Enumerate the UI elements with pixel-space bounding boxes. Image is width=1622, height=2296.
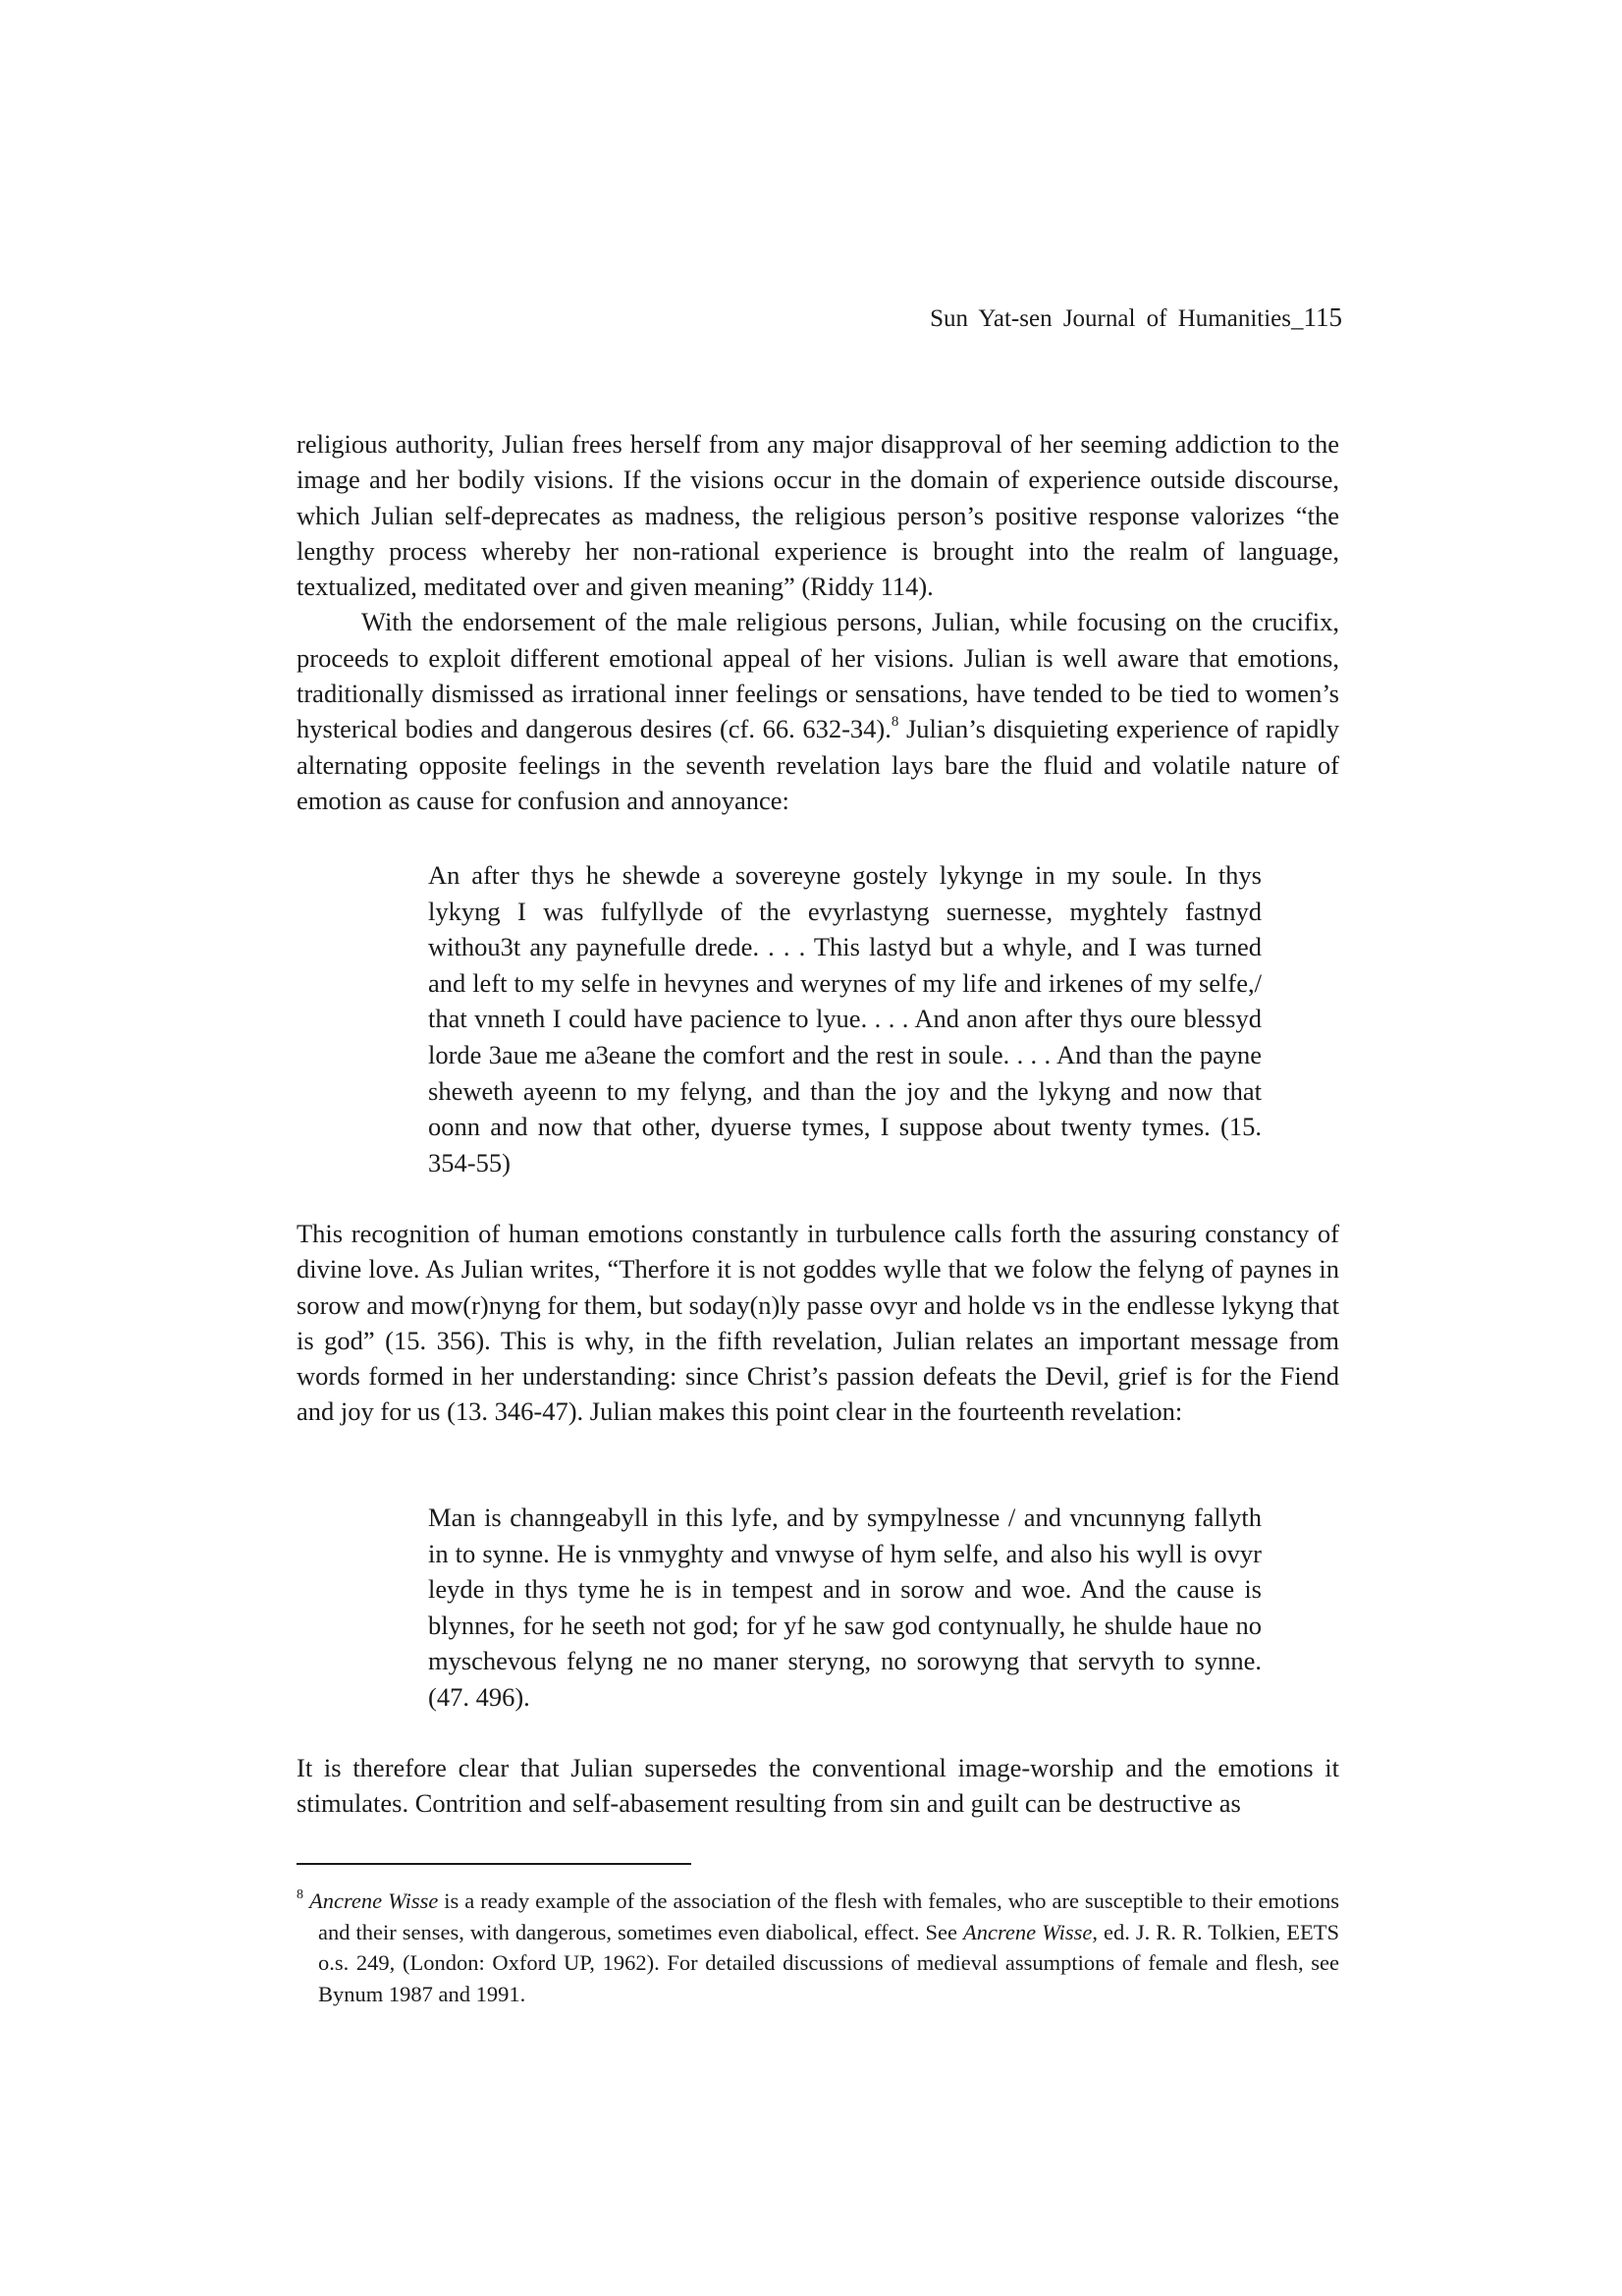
footnote-reference: 8 <box>891 714 899 731</box>
running-head <box>930 301 1342 336</box>
body-block-1 <box>297 426 1339 818</box>
paragraph-text: With the endorsement of the male religious persons, Julian, while focusing on the crucifix, proceeds to exploit different emotional appeal of her visions. Julian is well aware that emotions, traditionally dismissed as irrational inner feelings or sensations, have tended to be tied to women’s hysterical bodies and dangerous desires (cf. 66. 632-34). <box>297 607 1339 744</box>
block-quote: Man is channgeabyll in this lyfe, and by sympylnesse / and vncunnyng fallyth in to synne. He is vnmyghty and vnwyse of hym selfe, and also his wyll is ovyr leyde in thys tyme he is in tempest and in sorow and woe. And the cause is blynnes, for he seeth not god; for yf he saw god contynually, he shulde haue no myschevous felyng ne no maner steryng, no sorowyng that servyth to synne. (47. 496). <box>428 1503 1262 1712</box>
paragraph: religious authority, Julian frees herself from any major disapproval of her seeming addiction to the image and her bodily visions. If the visions occur in the domain of experience outside discourse, which Julian self-deprecates as madness, the religious person’s positive response valorizes “the lengthy process whereby her non-rational experience is brought into the realm of language, textualized, meditated over and given meaning” (Riddy 114). <box>297 429 1339 602</box>
body-block-3 <box>297 1750 1339 1822</box>
paragraph <box>297 604 1339 818</box>
footnote-rule <box>297 1863 691 1865</box>
footnote <box>297 1886 1339 2009</box>
paragraph-text: Julian’s disquieting experience of rapidly alternating opposite feelings in the seventh revelation lays bare the fluid and volatile nature of emotion as cause for confusion and annoyance: <box>297 714 1339 815</box>
footnote-mark: 8 <box>297 1887 303 1902</box>
footnote-text: is a ready example of the association of the flesh with females, who are susceptible to their emotions and their senses, with dangerous, sometimes even diabolical, effect. See <box>318 1888 1339 1944</box>
journal-title: Sun Yat-sen Journal of Humanities_ <box>930 305 1304 332</box>
body-block-2 <box>297 1216 1339 1430</box>
page-number: 115 <box>1303 302 1342 332</box>
work-title: Ancrene Wisse <box>963 1919 1093 1944</box>
footnote-text: , ed. J. R. R. Tolkien, EETS o.s. 249, (London: Oxford UP, 1962). For detailed discussions of medieval assumptions of female and flesh, see Bynum 1987 and 1991. <box>318 1919 1339 2006</box>
paragraph: This recognition of human emotions constantly in turbulence calls forth the assuring constancy of divine love. As Julian writes, “Therfore it is not goddes wylle that we folow the felyng of paynes in sorow and mow(r)nyng for them, but soday(n)ly passe ovyr and holde vs in the endlesse lykyng that is god” (15. 356). This is why, in the fifth revelation, Julian relates an important message from words formed in her understanding: since Christ’s passion defeats the Devil, grief is for the Fiend and joy for us (13. 346-47). Julian makes this point clear in the fourteenth revelation: <box>297 1219 1340 1427</box>
work-title: Ancrene Wisse <box>309 1888 439 1913</box>
block-quote: An after thys he shewde a sovereyne gostely lykynge in my soule. In thys lykyng I was fulfyllyde of the evyrlastyng suernesse, myghtely fastnyd withou3t any paynefulle drede. . . . This lastyd but a whyle, and I was turned and left to my selfe in hevynes and werynes of my life and irkenes of my selfe,/ that vnneth I could have pacience to lyue. . . . And anon after thys oure blessyd lorde 3aue me a3eane the comfort and the rest in soule. . . . And than the payne sheweth ayeenn to my felyng, and than the joy and the lykyng and now that oonn and now that other, dyuerse tymes, I suppose about twenty tymes. (15. 354-55) <box>428 860 1262 1177</box>
paragraph: It is therefore clear that Julian supersedes the conventional image-worship and the emotions it stimulates. Contrition and self-abasement resulting from sin and guilt can be destructive as <box>297 1753 1339 1819</box>
